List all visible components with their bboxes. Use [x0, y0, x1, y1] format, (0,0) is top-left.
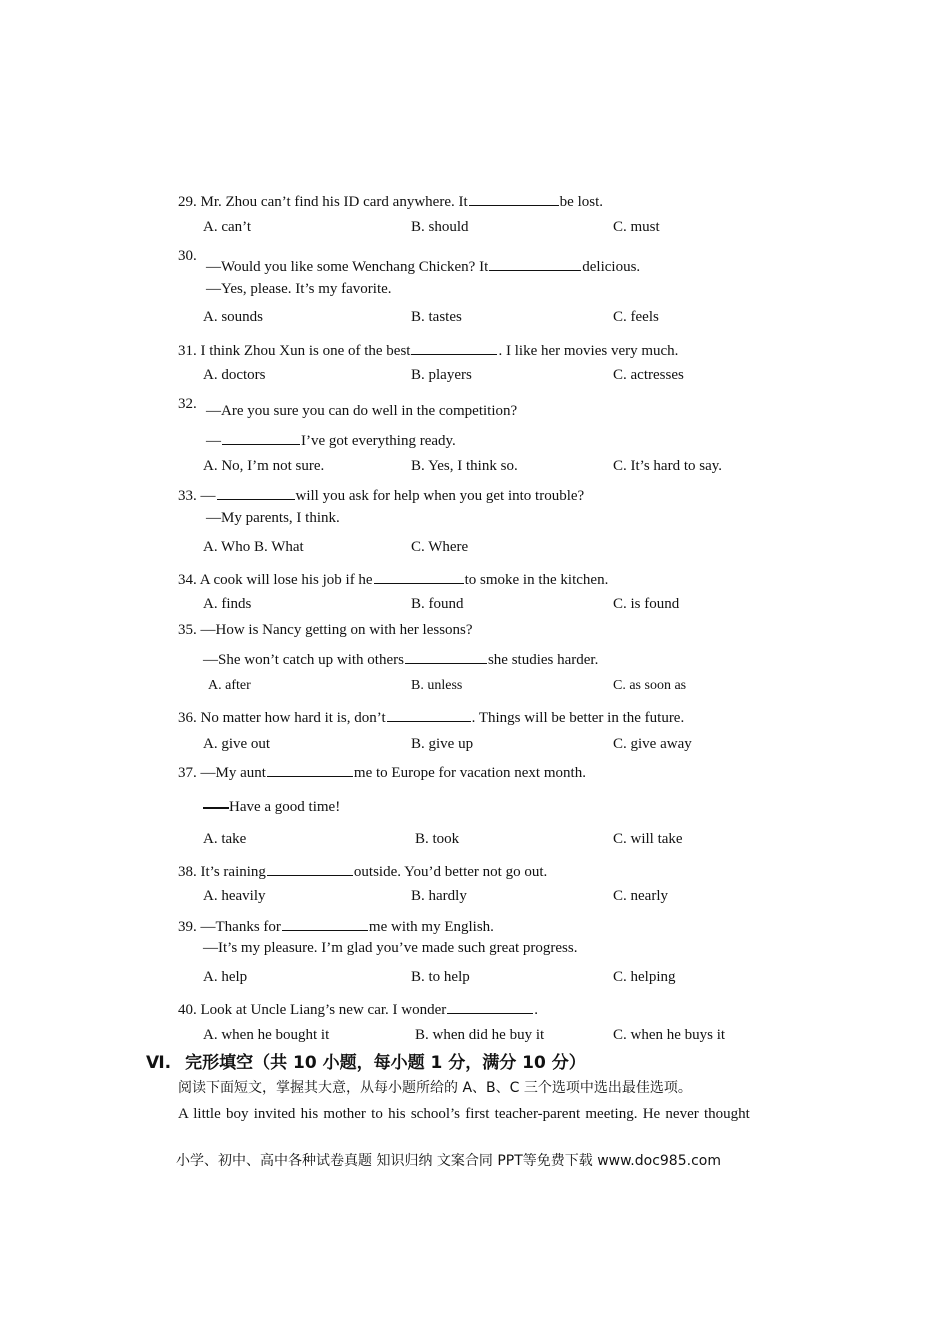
question-number: 32.	[178, 396, 197, 412]
option-c: C. when he buys it	[613, 1027, 726, 1043]
section-instruction: 阅读下面短文，掌握其大意，从每小题所给的 A、B、C 三个选项中选出最佳选项。	[178, 1080, 692, 1096]
option-a: A. take	[203, 831, 247, 847]
option-a: A. heavily	[203, 888, 266, 904]
option-b: B. players	[411, 367, 472, 383]
question-33: 33. — will you ask for help when you get into trouble?	[178, 484, 584, 505]
question-number: 34.	[178, 572, 197, 588]
option-b: B. took	[415, 831, 460, 847]
option-a: A. No, I’m not sure.	[203, 458, 325, 474]
option-c: C. helping	[613, 969, 676, 985]
answer-blank	[217, 484, 295, 500]
page-footer: 小学、初中、高中各种试卷真题 知识归纳 文案合同 PPT等免费下载 www.doc985.com	[176, 1153, 721, 1169]
option-c: C. will take	[613, 831, 683, 847]
option-c: C. as soon as	[613, 678, 687, 693]
question-number: 40.	[178, 1002, 197, 1018]
option-b: B. give up	[411, 736, 474, 752]
question-40: 40. Look at Uncle Liang’s new car. I wonder .	[178, 998, 538, 1019]
option-b: B. hardly	[411, 888, 467, 904]
option-b: B. should	[411, 219, 469, 235]
option-b: B. tastes	[411, 309, 462, 325]
option-a: A. when he bought it	[203, 1027, 330, 1043]
question-37: 37. —My aunt me to Europe for vacation next month.	[178, 761, 586, 782]
answer-blank	[405, 648, 487, 664]
section-title: 完形填空（共 10 小题，每小题 1 分，满分 10 分）	[185, 1053, 586, 1073]
option-b: B. unless	[411, 678, 463, 693]
option-c: C. Where	[411, 539, 469, 555]
answer-blank	[447, 998, 533, 1014]
question-31: 31. I think Zhou Xun is one of the best . I like her movies very much.	[178, 339, 678, 360]
answer-blank	[489, 255, 581, 271]
dialogue-line: —She won’t catch up with others she studies harder.	[203, 648, 598, 669]
answer-blank	[282, 915, 368, 931]
question-number: 31.	[178, 343, 197, 359]
option-b: B. to help	[411, 969, 470, 985]
answer-blank	[374, 568, 464, 584]
option-b: B. found	[411, 596, 464, 612]
option-a: A. can’t	[203, 219, 252, 235]
option-b: B. when did he buy it	[415, 1027, 545, 1043]
question-32: —Are you sure you can do well in the competition?	[206, 403, 518, 419]
option-a: A. finds	[203, 596, 252, 612]
option-a: A. after	[208, 678, 251, 693]
question-39: 39. —Thanks for me with my English.	[178, 915, 494, 936]
answer-blank	[469, 190, 559, 206]
question-number: 39.	[178, 919, 197, 935]
question-number: 35.	[178, 622, 197, 638]
option-c: C. actresses	[613, 367, 684, 383]
option-a: A. Who B. What	[203, 539, 304, 555]
dialogue-line: —My parents, I think.	[206, 510, 340, 526]
question-number: 36.	[178, 710, 197, 726]
question-29: 29. Mr. Zhou can’t find his ID card anywhere. It be lost.	[178, 190, 603, 211]
question-number: 33.	[178, 488, 197, 504]
option-c: C. is found	[613, 596, 680, 612]
question-number: 37.	[178, 765, 197, 781]
answer-blank	[267, 860, 353, 876]
answer-blank	[267, 761, 353, 777]
answer-blank	[387, 706, 471, 722]
dialogue-line: — I’ve got everything ready.	[206, 429, 456, 450]
question-number: 38.	[178, 864, 197, 880]
question-35: 35. —How is Nancy getting on with her lessons?	[178, 622, 473, 638]
dash-mark	[203, 807, 229, 809]
answer-blank	[222, 429, 300, 445]
option-a: A. give out	[203, 736, 271, 752]
question-30: —Would you like some Wenchang Chicken? It delicious.	[206, 255, 640, 276]
option-a: A. help	[203, 969, 248, 985]
answer-blank	[411, 339, 497, 355]
option-b: B. Yes, I think so.	[411, 458, 518, 474]
question-number: 29.	[178, 194, 197, 210]
question-number: 30.	[178, 248, 197, 264]
option-c: C. must	[613, 219, 660, 235]
section-heading	[146, 1048, 586, 1073]
dialogue-line: Have a good time!	[203, 799, 340, 816]
dialogue-line: —It’s my pleasure. I’m glad you’ve made such great progress.	[203, 940, 578, 956]
question-38: 38. It’s raining outside. You’d better not go out.	[178, 860, 547, 881]
question-34: 34. A cook will lose his job if he to smoke in the kitchen.	[178, 568, 608, 589]
option-c: C. give away	[613, 736, 692, 752]
dialogue-line: —Yes, please. It’s my favorite.	[206, 281, 392, 297]
option-a: A. sounds	[203, 309, 264, 325]
option-a: A. doctors	[203, 367, 266, 383]
option-c: C. It’s hard to say.	[613, 458, 723, 474]
option-c: C. feels	[613, 309, 659, 325]
option-c: C. nearly	[613, 888, 668, 904]
section-numeral: Ⅵ.	[146, 1053, 172, 1073]
question-36: 36. No matter how hard it is, don’t . Things will be better in the future.	[178, 706, 684, 727]
passage-text: A little boy invited his mother to his school’s first teacher-parent meeting. He never thought	[178, 1106, 750, 1122]
